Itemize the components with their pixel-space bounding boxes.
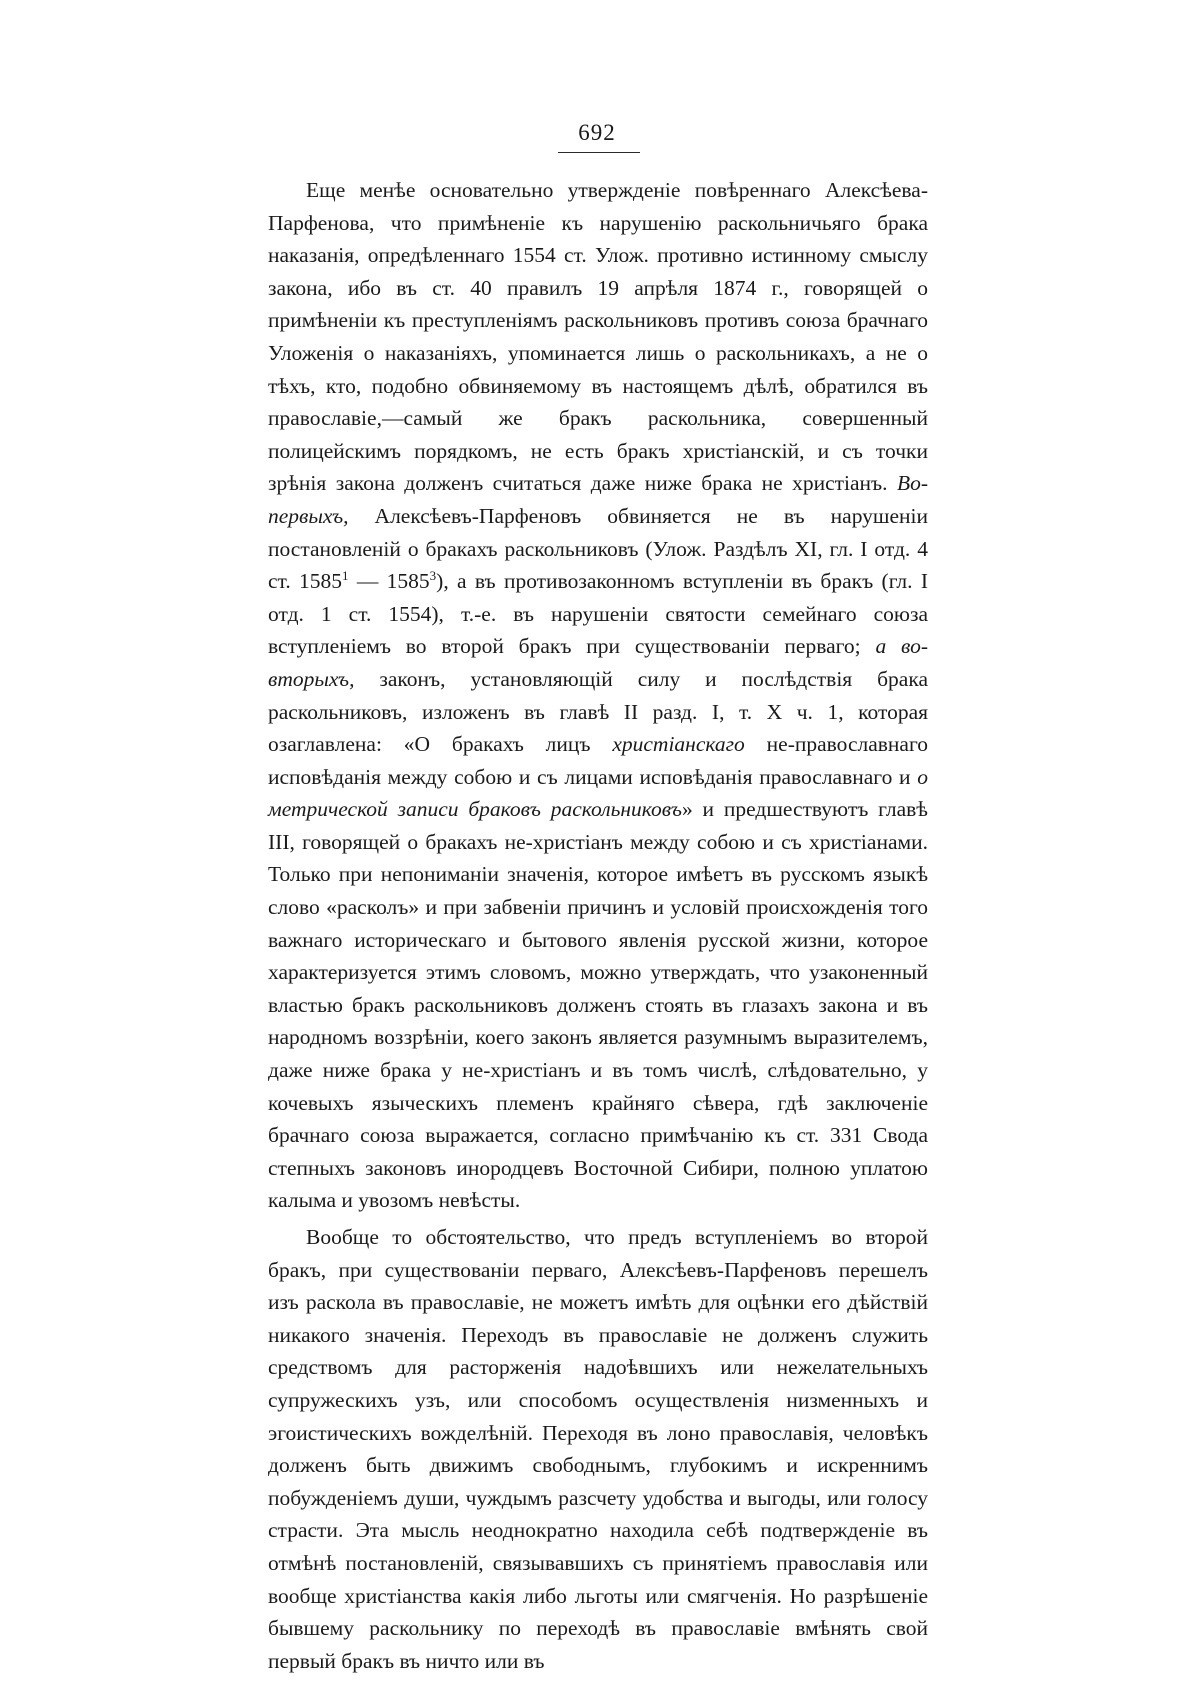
italic-phrase: христіанскаго xyxy=(612,732,745,757)
text-run: Еще менѣе основательно утвержденіе повѣреннаго Алексѣева-Парфенова, что примѣненіе къ нарушенію раскольничьяго брака наказанія, опредѣленнаго 1554 ст. Улож. противно истинному смыслу закона, ибо въ ст. 40 правилъ 19 апрѣля 1874 г., говорящей о примѣненіи къ преступленіямъ раскольниковъ противъ союза брачнаго Уложенія о наказаніяхъ, упоминается лишь о раскольникахъ, а не о тѣхъ, кто, подобно обвиняемому въ настоящемъ дѣлѣ, обратился въ православіе,—самый же бракъ раскольника, совершенный полицейскимъ порядкомъ, не есть бракъ христіанскій, и съ точки зрѣнія закона долженъ считаться даже ниже брака не христіанъ. xyxy=(268,178,928,496)
paragraph-1 xyxy=(268,174,928,1217)
text-run: ), а въ противозаконномъ вступленіи въ бракъ (гл. I отд. 1 ст. 1554), т.-е. въ нарушеніи святости семейнаго союза вступленіемъ во второй бракъ при существованіи перваго; xyxy=(268,569,929,659)
footnote-superscript: 3 xyxy=(429,567,437,583)
page-number: 692 xyxy=(578,120,616,145)
page-number-rule xyxy=(558,152,640,153)
paragraph-2 xyxy=(268,1221,928,1677)
italic-phrase: Во-первыхъ, xyxy=(268,471,928,528)
body-text xyxy=(268,174,928,1677)
text-run: Вообще то обстоятельство, что предъ вступленіемъ во второй бракъ, при существованіи перваго, Алексѣевъ-Парфеновъ перешелъ изъ раскола въ православіе, не можетъ имѣть для оцѣнки его дѣйствій никакого значенія. Переходъ въ православіе не долженъ служить средствомъ для расторженія надоѣвшихъ или нежелательныхъ супружескихъ узъ, или способомъ осуществленія низменныхъ и эгоистическихъ вожделѣній. Переходя въ лоно православія, человѣкъ долженъ быть движимъ свободнымъ, глубокимъ и искреннимъ побужденіемъ души, чуждымъ разсчету удобства и выгоды, или голосу страсти. Эта мысль неоднократно находила себѣ подтвержденіе въ отмѣнѣ постановленій, связывавшихъ съ принятіемъ православія или вообще христіанства какія либо льготы или смягченія. Но разрѣшеніе бывшему раскольнику по переходѣ въ православіе вмѣнять свой первый бракъ въ ничто или въ xyxy=(268,1225,928,1673)
text-run: законъ, установляющій силу и послѣдствія брака раскольниковъ, изложенъ въ главѣ II разд. I, т. X ч. 1, которая озаглавлена: «О бракахъ лицъ xyxy=(268,666,928,757)
text-run: не-православнаго исповѣданія между собою и съ лицами исповѣданія православнаго и xyxy=(268,732,928,789)
footnote-superscript: 1 xyxy=(342,567,349,583)
text-run: — 1585 xyxy=(348,569,430,594)
text-run: » и предшествуютъ главѣ III, говорящей о бракахъ не-христіанъ между собою и съ христіанами. Только при непониманіи значенія, которое имѣетъ въ русскомъ языкѣ слово «расколъ» и при забвеніи причинъ и условій происхожденія того важнаго историческаго и бытового явленія русской жизни, которое характеризуется этимъ словомъ, можно утверждать, что узаконенный властью бракъ раскольниковъ долженъ стоять въ глазахъ закона и въ народномъ воззрѣніи, коего законъ является разумнымъ выразителемъ, даже ниже брака у не-христіанъ и въ томъ числѣ, слѣдовательно, у кочевыхъ языческихъ племенъ крайняго сѣвера, гдѣ заключеніе брачнаго союза выражается, согласно примѣчанію къ ст. 331 Свода степныхъ законовъ инородцевъ Восточной Сибири, полною уплатою калыма и увозомъ невѣсты. xyxy=(268,797,928,1213)
italic-phrase: а во-вторыхъ, xyxy=(268,634,928,691)
italic-phrase: о метрической записи браковъ раскольниковъ xyxy=(268,764,928,822)
text-run: Алексѣевъ-Парфеновъ обвиняется не въ нарушеніи постановленій о бракахъ раскольниковъ (Улож. Раздѣлъ XI, гл. I отд. 4 ст. 1585 xyxy=(268,503,928,594)
